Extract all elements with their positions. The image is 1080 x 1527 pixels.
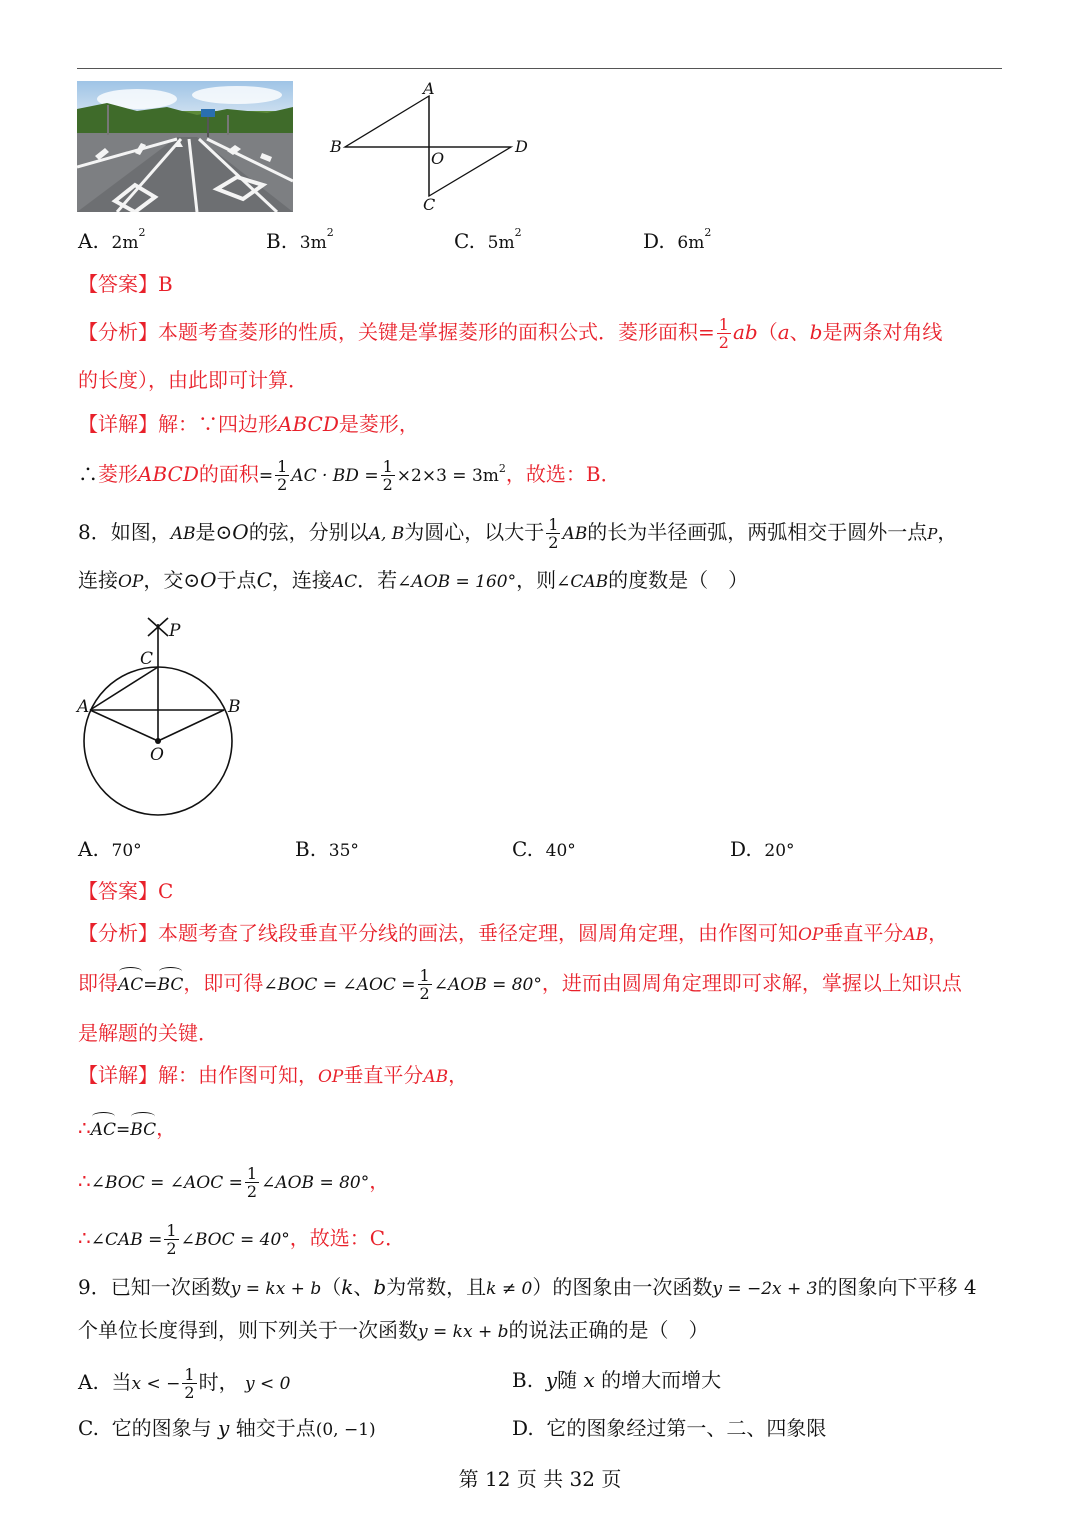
q8-stem-line2: 连接OP，交⊙O于点C，连接AC．若∠AOB = 160°，则∠CAB的度数是（ ） <box>78 568 749 592</box>
q8-analysis-line2: 即得AC=BC，即可得∠BOC = ∠AOC = $\frac{1}{2}$ ∠AOB = 80°，进而由圆周角定理即可求解，掌握以上知识点 <box>78 966 962 1003</box>
label-C: C <box>423 195 436 212</box>
q8-option-a: A. 70° <box>78 837 142 861</box>
q7-analysis: 【分析】本题考查菱形的性质，关键是掌握菱形的面积公式．菱形面积= $\frac{1}{2}$ ab（a、b是两条对角线 <box>78 315 943 352</box>
q9-option-c: C. 它的图象与 y 轴交于点(0, −1) <box>78 1416 376 1440</box>
q9-option-d: D. 它的图象经过第一、二、四象限 <box>512 1416 827 1440</box>
q7-option-c: C. $5m^2$ <box>454 226 522 253</box>
q7-detail: 【详解】解：∵四边形ABCD是菱形， <box>78 412 419 436</box>
q8-option-d: D. 20° <box>730 837 795 861</box>
q7-option-b: B. $3m^2$ <box>266 226 334 253</box>
q8-stem-line1: 8．如图，AB是⊙O的弦，分别以A, B为圆心，以大于 $\frac{1}{2}$ AB的长为半径画弧，两弧相交于圆外一点P， <box>78 515 958 552</box>
q7-detail-line2: ∴菱形ABCD的面积= $\frac{1}{2}$ AC · BD = $\frac{1}{2}$ $\times 2\times 3 = 3m^2$，故选：B． <box>78 457 621 494</box>
label-B: B <box>228 697 241 717</box>
q8-answer: 【答案】C <box>78 879 174 903</box>
q8-option-c: C. 40° <box>512 837 576 861</box>
header-rule <box>77 68 1002 69</box>
road-photo <box>77 81 293 212</box>
label-B: B <box>330 137 342 156</box>
q8-detail-line3: ∴∠BOC = ∠AOC = $\frac{1}{2}$ ∠AOB = 80°， <box>78 1164 390 1201</box>
label-D: D <box>515 137 528 156</box>
q8-analysis-line3: 是解题的关键． <box>78 1021 218 1045</box>
label-O: O <box>150 745 164 765</box>
page-footer: 第 12 页 共 32 页 <box>458 1467 622 1491</box>
q8-detail-line2: ∴AC=BC， <box>78 1112 176 1144</box>
q9-stem-line2: 个单位长度得到，则下列关于一次函数y = kx + b的说法正确的是（ ） <box>78 1318 709 1342</box>
q7-option-d: D. $6m^2$ <box>643 226 712 253</box>
q8-detail-line4: ∴∠CAB = $\frac{1}{2}$ ∠BOC = 40°，故选：C． <box>78 1221 406 1258</box>
label-A: A <box>77 697 90 717</box>
q9-option-b: B. y随 x 的增大而增大 <box>512 1368 722 1392</box>
q8-option-b: B. 35° <box>295 837 359 861</box>
q8-detail: 【详解】解：由作图可知，OP垂直平分AB， <box>78 1063 469 1087</box>
label-P: P <box>169 621 181 641</box>
q7-analysis-line2: 的长度），由此即可计算． <box>78 368 308 392</box>
label-A: A <box>423 80 435 98</box>
q9-option-a: A. 当x < − $\frac{1}{2}$ 时， y < 0 <box>78 1365 291 1402</box>
q9-stem-line1: 9．已知一次函数y = kx + b（k、b为常数，且k ≠ 0）的图象由一次函数y = −2x + 3的图象向下平移 4 <box>78 1275 977 1299</box>
circle-diagram <box>74 612 244 822</box>
label-O: O <box>431 149 445 168</box>
q8-analysis: 【分析】本题考查了线段垂直平分线的画法，垂径定理，圆周角定理，由作图可知OP垂直平分AB， <box>78 921 949 945</box>
rhombus-diagram <box>325 80 535 212</box>
q7-answer: 【答案】B <box>78 272 173 296</box>
label-C: C <box>140 649 154 669</box>
q7-option-a: A. $2m^2$ <box>78 226 146 253</box>
